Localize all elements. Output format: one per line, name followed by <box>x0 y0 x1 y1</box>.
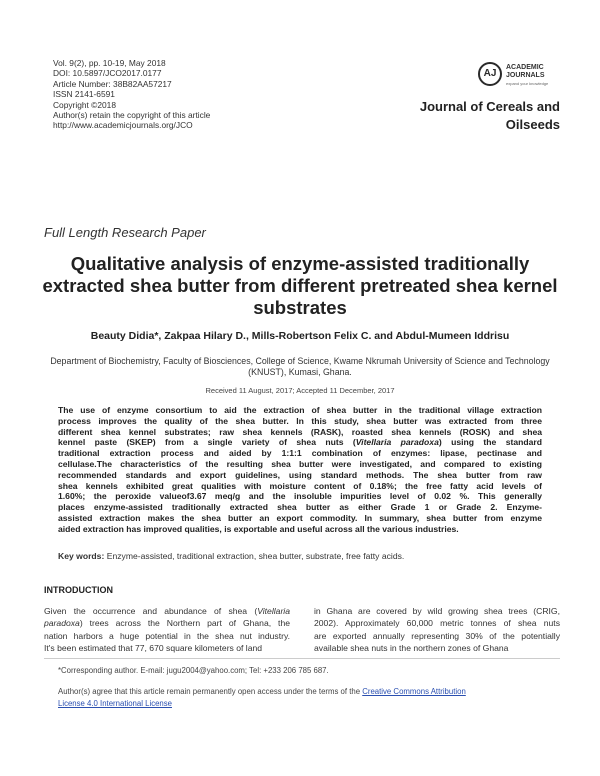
keywords: Key words: Enzyme-assisted, traditional extraction, shea butter, substrate, free fatty acids. <box>58 551 405 561</box>
received-dates: Received 11 August, 2017; Accepted 11 December, 2017 <box>205 386 395 395</box>
license-note: Author(s) agree that this article remain permanently open access under the terms of the Creative Commons Attribution License 4.0 International License <box>58 687 466 708</box>
meta-volume: Vol. 9(2), pp. 10-19, May 2018 <box>53 58 166 68</box>
meta-copyright-note: Author(s) retain the copyright of this article <box>53 110 211 121</box>
authors: Beauty Didia*, Zakpaa Hilary D., Mills-Robertson Felix C. and Abdul-Mumeen Iddrisu <box>90 330 510 342</box>
license-link-continued[interactable]: License 4.0 International License <box>58 699 172 708</box>
meta-issn: ISSN 2141-6591 <box>53 89 115 100</box>
introduction-heading: INTRODUCTION <box>44 585 113 595</box>
journal-name: Journal of Cereals and Oilseeds <box>419 99 560 132</box>
article-title: Qualitative analysis of enzyme-assisted traditionally extracted shea butter from different pretreated shea kernel substrates <box>42 253 558 318</box>
meta-copyright: Copyright ©2018 <box>53 99 116 110</box>
license-link[interactable]: Creative Commons Attribution <box>362 687 466 696</box>
meta-doi: DOI: 10.5897/JCO2017.0177 <box>53 68 162 79</box>
publisher-logo <box>478 62 564 90</box>
aj-logo-icon: AJ <box>478 62 502 86</box>
intro-left-column: Given the occurrence and abundance of shea (Vitellaria paradoxa) trees across the Northern part of Ghana, the nation harbors a huge potential in the shea nut industry. It's been estimated that 77, 670 square kilometers of land <box>44 606 290 654</box>
footnote-divider <box>44 658 560 659</box>
species-name: Vitellaria paradoxa <box>355 437 439 448</box>
keywords-label: Key words: <box>58 551 105 561</box>
corresponding-author: *Corresponding author. E-mail: jugu2004@yahoo.com; Tel: +233 206 785 687. <box>58 666 329 675</box>
article-type: Full Length Research Paper <box>44 225 206 240</box>
article-metadata <box>53 58 210 131</box>
affiliation: Department of Biochemistry, Faculty of Biosciences, College of Science, Kwame Nkrumah University of Science and Technology (KNUST), Kumasi, Ghana. <box>50 356 550 377</box>
logo-tagline: expand your knowledge <box>506 81 549 86</box>
meta-url[interactable]: http://www.academicjournals.org/JCO <box>53 120 193 131</box>
logo-name: ACADEMIC JOURNALS <box>506 64 545 79</box>
meta-article-number: Article Number: 38B82AA57217 <box>53 78 172 89</box>
intro-right-column: in Ghana are covered by wild growing shea trees (CRIG, 2002). Approximately 60,000 metric tonnes of shea nuts are exported annually representing 30% of the potentially available shea nuts in the northern zones of Ghana <box>314 606 560 654</box>
abstract: The use of enzyme consortium to aid the extraction of shea butter in the traditional village extraction process improves the quality of the shea butter. In this study, shea butter was extracted from three different shea kennel substrates; raw shea kennels (RASK), roasted shea kennels (ROSK) and shea kennel paste (SKEP) from a single variety of shea nuts (Vitellaria paradoxa) using the standard traditional extraction process and aided by 1:1:1 combination of enzymes: lipase, pectinase and cellulase.The characteristics of the resulting shea butter were investigated, and compared to existing recommended standards and export guidelines, using standard methods. The shea butter from raw shea kennels exhibited great qualities with moisture content of 0.18%; the free fatty acid levels of 1.60%; the peroxide valueof3.67 meq/g and the insoluble impurities level of 0.02 %. This generally places enzyme-assisted traditionally extracted shea butter as either Grade 1 or Grade 2. Enzyme- assisted extraction makes the shea butter an export commodity. In summary, shea butter from enzyme aided extraction has improved qualities, is exportable and useful across all the various industries. <box>58 405 542 534</box>
